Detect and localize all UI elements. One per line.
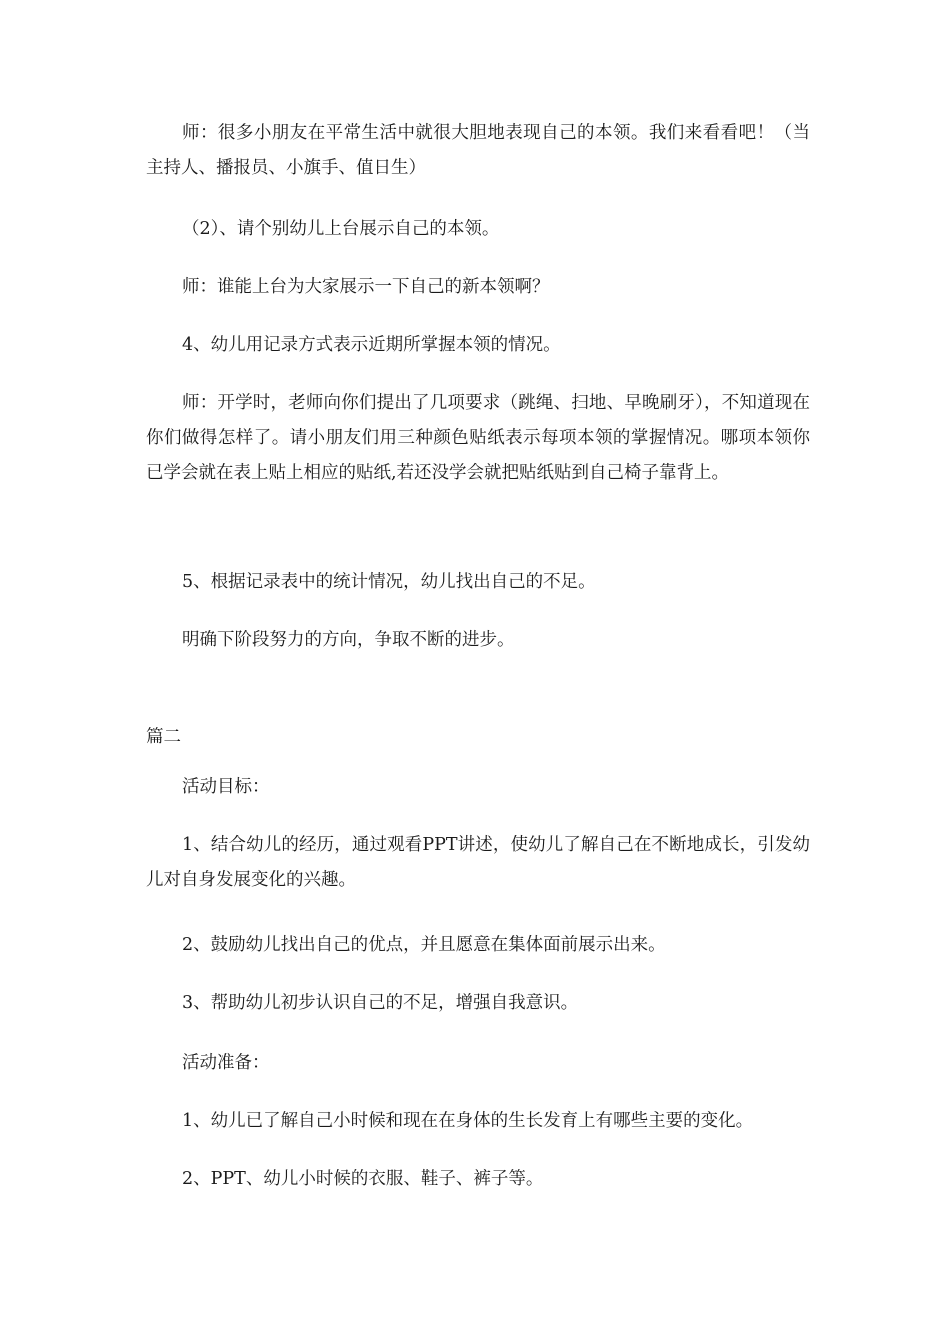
paragraph-goal-2: 2、鼓励幼儿找出自己的优点，并且愿意在集体面前展示出来。 [182,935,666,955]
paragraph-next-stage: 明确下阶段努力的方向，争取不断的进步。 [182,630,515,650]
paragraph-step-5: 5、根据记录表中的统计情况，幼儿找出自己的不足。 [182,572,596,592]
paragraph-prep-2: 2、PPT、幼儿小时候的衣服、鞋子、裤子等。 [182,1169,544,1189]
paragraph-prep-1: 1、幼儿已了解自己小时候和现在在身体的生长发育上有哪些主要的变化。 [182,1111,754,1131]
section-heading: 篇二 [146,727,181,747]
paragraph-step-2: （2）、请个别幼儿上台展示自己的本领。 [182,219,500,239]
paragraph-step-4: 4、幼儿用记录方式表示近期所掌握本领的情况。 [182,335,561,355]
paragraph-goal-1: 1、结合幼儿的经历，通过观看PPT讲述，使幼儿了解自己在不断地成长，引发幼儿对自身发展变化的兴趣。 [146,835,810,890]
paragraph-teacher-question: 师：谁能上台为大家展示一下自己的新本领啊？ [182,277,550,297]
paragraph-teacher-requirements: 师：开学时，老师向你们提出了几项要求（跳绳、扫地、早晚刷牙），不知道现在你们做得怎样了。请小朋友们用三种颜色贴纸表示每项本领的掌握情况。哪项本领你已学会就在表上贴上相应的贴纸,若还没学会就把贴纸贴到自己椅子靠背上。 [146,393,810,483]
paragraph-teacher-intro: 师：很多小朋友在平常生活中就很大胆地表现自己的本领。我们来看看吧！（当主持人、播报员、小旗手、值日生） [146,123,810,178]
subheading-activity-goals: 活动目标： [182,777,270,797]
subheading-activity-prep: 活动准备： [182,1053,270,1073]
paragraph-goal-3: 3、帮助幼儿初步认识自己的不足，增强自我意识。 [182,993,579,1013]
